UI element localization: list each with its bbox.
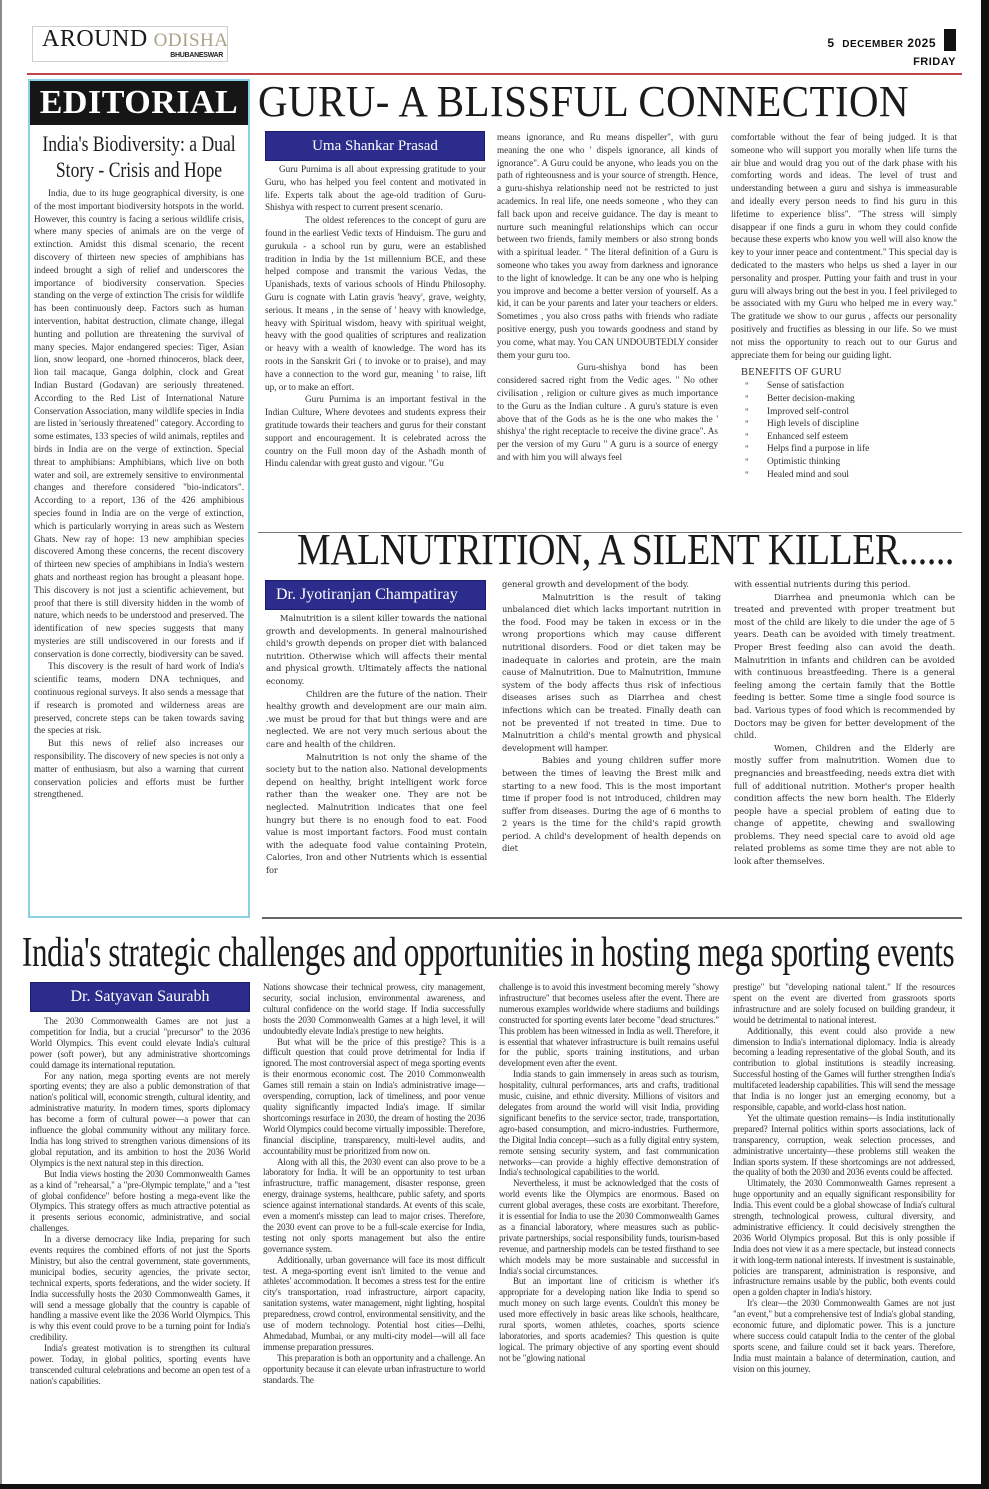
paragraph: But what will be the price of this prestige? This is a difficult question that could prove detrimental for India if ignored. The most controversial aspect of mega sporting events is their enormous economic cost. The 2010 Commonwealth Games still remain a stain on India's administrative image—overspending, corruption, lack of timeliness, and poor venue quality significantly impacted India's image. If similar shortcomings resurface in 2030, the dream of hosting the 2036 World Olympics could become virtually impossible. Therefore, financial discipline, transparency, multi-level audits, and accountability must be prioritized from now on. [263, 1036, 485, 1156]
paragraph: Guru Purnima is all about expressing gratitude to your Guru, who has helped you feel content and motivated in life. Experts talk about the age-old tradition of Guru-Shishya with respect to current present scenario. [265, 164, 486, 213]
guru-column-3 [731, 131, 957, 481]
editorial-body [34, 187, 244, 801]
paragraph: Malnutrition is the result of taking unbalanced diet which lacks important nutrition in the food. Food may be taken in excess or in the wrong proportions which may cause different nutritional disorders. Food or diet taken may be inadequate in calories and protein, are the main cause of Malnutrition. Due to Malnutrition, Immune system of the body affects thus risk of infectious diseases arises such as Diarrhea and chest infections which can be treated. Finally death can not be prevented if not treated in time. Due to Malnutrition a child's mental growth and physical development will hamper. [502, 591, 721, 753]
editorial-box [28, 79, 250, 918]
paragraph: But India views hosting the 2030 Commonwealth Games as a kind of "rehearsal," a "pre-Olympic template," and a "test of global confidence" before hosting a mega-event like the Olympics. This strategy offers as much attractive potential as it presents serious economic, administrative, and social challenges. [30, 1168, 250, 1234]
paragraph: with essential nutrients during this period. [734, 579, 911, 589]
paragraph: It's clear—the 2030 Commonwealth Games are not just "an event," but a comprehensive test of India's global standing, economic future, and diplomatic power. This is a juncture where success could catapult India to the center of the global sports scene, and failure could set it back years. Therefore, India must maintain a balance of determination, caution, and vision on this journey. [733, 1298, 955, 1374]
malnutrition-author-byline: Dr. Jyotiranjan Champatiray [265, 580, 486, 610]
paragraph: Babies and young children suffer more between the times of leaving the Brest milk and starting to a new food. This is the most important time if proper food is not introduced, children may suffer from diseases. During the age of 6 months to 2 years is the time for the child's rapid growth period. A child's development of health depends on diet [502, 755, 721, 854]
date-year: 2025 [907, 36, 936, 50]
section-divider [262, 917, 962, 919]
paragraph: Women, Children and the Elderly are mostly suffer from malnutrition. Women due to pregnancies and breastfeeding, needs extra diet with full of additional nutrition. Mother's proper health condition affects the new born health. The Elderly people have a special problem of eating due to change of appetite, chewing and swallowing problems. They need special care to avoid old age related problems as some time they are not able to look after themselves. [734, 742, 955, 867]
paragraph: Malnutrition is not only the shame of the society but to the nation also. National developments depend on healthy, bright intelligent work force rather than the weaker one. They are not be neglected. Malnutrition indicates that one feel hungry but there is no enough food to eat. Food value is most important factors. Food must contain with the adequate food value containing Protein, Calories, Iron and other Nutrients which is essential for [266, 751, 487, 875]
benefit-item: " Healed mind and soul [745, 469, 850, 480]
brand-second: ODISHA [153, 30, 229, 51]
bullet-icon: " [745, 406, 749, 417]
brand-name [42, 27, 228, 51]
paragraph: Nations showcase their technical prowess, city management, security, social inclusion, environmental awareness, and cultural confidence on the world stage. If India successfully hosts the 2030 Commonwealth Games at a high level, it will undoubtedly elevate India's prestige to new heights. [263, 982, 485, 1036]
bullet-icon: " [745, 444, 749, 455]
benefit-item: " Optimistic thinking [745, 456, 841, 467]
paragraph: The 2030 Commonwealth Games are not just a competition for India, but a crucial "precursor" to the 2036 World Olympics. This event could elevate India's cultural power (soft power), but any administrative shortcomings could damage its international reputation. [30, 1016, 250, 1070]
bullet-icon: " [745, 393, 749, 404]
issue-weekday: FRIDAY [913, 56, 956, 68]
editorial-title-line-1: India's Biodiversity: a Dual [42, 131, 236, 156]
paragraph: Nevertheless, it must be acknowledged that the costs of world events like the Olympics are enormous. Based on current global averages, these costs are exorbitant. Therefore, it is essential for India to use the 2030 Commonwealth Games as a financial laboratory, where measures such as public-private partnerships, social responsibility funds, tourism-based revenue, and partnership models can be tested firsthand to see which models may be more sustainable and successful in India's social circumstances. [499, 1178, 719, 1276]
bullet-icon: " [745, 456, 749, 467]
paragraph: prestige" but "developing national talent." If the resources spent on the event are diverted from grassroots sports infrastructure and are solely focused on building grandeur, it would be detrimental to national interest. [733, 982, 955, 1025]
editorial-title [42, 131, 236, 183]
brand-city: BHUBANESWAR [170, 52, 223, 59]
benefit-item: " High levels of discipline [745, 419, 859, 430]
malnutrition-headline: MALNUTRITION, A SILENT KILLER...... [297, 525, 954, 574]
paragraph: means ignorance, and Ru means dispeller", with guru meaning the one who ' dispels ignorance, all kinds of ignorance". A Guru could be anyone, who leads you on the path of righteousness and is your source of strength. Hence, a guru-shishya relationship need not be restricted to just academics. In real life, one needs someone , who they can fall back upon and receive guidance. The day is meant to nurture such meaningful relationships which can occur between two friends, family members or also strong bonds with a spiritual leader. " The literal definition of a Guru is someone who takes you away from darkness and ignorance to the light of knowledge. It can be any one who is helping you improve and become a better version of yourself. As a kid, it can be your parents and later your teachers or elders. Sometimes , you also cross paths with friends who radiate positive energy, push you towards goodness and stand by you come, what may. You CAN UNDOUBTEDLY consider them your guru too. [497, 132, 718, 360]
benefit-item: " Improved self-control [745, 406, 850, 417]
benefits-list [731, 380, 957, 481]
bullet-icon: " [745, 419, 749, 430]
masthead-rule [27, 73, 962, 75]
paragraph: This discovery is the result of hard work of India's scientific teams, modern DNA techniques, and continuous regional surveys. It also sends a message that if research is promoted and wilderness areas are preserved, concrete steps can be taken towards saving the species at risk. [34, 661, 244, 736]
guru-headline: GURU- A BLISSFUL CONNECTION [258, 77, 910, 126]
benefit-item: " Helps find a purpose in life [745, 444, 870, 455]
paragraph: But this news of relief also increases our responsibility. The discovery of new species is not only a matter of enthusiasm, but also a warning that current conservation policies and efforts must be further strengthened. [34, 738, 244, 800]
benefit-item: " Better decision-making [745, 393, 855, 404]
page-left-edge [0, 0, 2, 1489]
guru-author-byline: Uma Shankar Prasad [265, 131, 485, 161]
malnutrition-column-1 [266, 612, 487, 876]
brand-first: AROUND [42, 26, 148, 52]
bullet-icon: " [745, 431, 749, 442]
malnutrition-column-2 [502, 578, 721, 855]
guru-column-1 [265, 163, 486, 470]
page-bottom-edge-bar [0, 1484, 989, 1489]
malnutrition-column-3 [734, 578, 955, 868]
issue-date [780, 36, 936, 51]
paragraph: The oldest references to the concept of guru are found in the earliest Vedic texts of Hinduism. The guru and gurukula - a school run by guru, were an established tradition in India by the 1st millennium BCE, and these helped compose and transmit the various Vedas, the Upanishads, texts of various schools of Hindu Philosophy. Guru is cognate with Latin gravis 'heavy', grave, weighty, serious. It means , in the sense of ' heavy with knowledge, heavy with Spiritual wisdom, heavy with spiritual weight, heavy with the good qualities of scriptures and realization or heavy with a wealth of knowledge. The word has its roots in the Sanskrit Gri ( to invoke or to praise), and may have a connection to the word gur, meaning ' to raise, lift up, or to make an effort. [265, 215, 486, 392]
masthead-logo [32, 26, 228, 62]
paragraph: Guru-shishya bond has been considered sacred right from the Vedic ages. " No other civilisation , religion or culture gives as much importance to the Guru as the Indian culture . A guru's stature is even above that of the Gods as he is the one who makes the ' shishya' the right receptacle to receive the divine grace". As per the version of my Guru " A guru is a source of energy and with him you will always feel [497, 362, 718, 462]
paragraph: India, due to its huge geographical diversity, is one of the most important biodiversity hotspots in the world. However, this country is facing a serious wildlife crisis, where many species of animals are on the verge of extinction. Amidst this dismal scenario, the recent discovery of thirteen new species of amphibians has indeed brought a sigh of relief and underscores the importance of biodiversity conservation. Species standing on the verge of extinction The crisis for wildlife has been continuously deep. Factors such as human intervention, habitat destruction, climate change, illegal hunting and pollution are threatening the survival of many species. Major endangered species: Tiger, Asian lion, snow leopard, one -horned rhinoceros, black deer, lion tail macaque, Ganga dolphin, clock and Great Indian Bustard (Godavan) are seriously threatened. According to the Red List of International Nature Conservation Association, many wildlife species in India are listed in 'seriously threatened" category. According to some estimates, 133 species of wild animals, reptiles and birds in India are on the verge of extinction. Special threat to amphibians: Amphibians, which live on both water and soil, are extremely sensitive to environmental changes and therefore considered "bio-indicators". According to a report, 136 of the 426 amphibious species found in India are on the verge of extinction, which is particularly worrying in areas such as Western Ghats. New ray of hope: 13 new amphibian species discovered Among these concerns, the recent discovery of thirteen new species of amphibians in India's western ghats and northeast region has brought a pleasant hope. This discovery is not just a scientific achievement, but proof that there is still diversity hidden in the womb of nature, which needs to be understood and preserved. The identification of new species suggests that many mysteries are still undiscovered in our forests and if conservation is done correctly, biodiversity can be saved. [34, 188, 244, 659]
editorial-label: EDITORIAL [30, 81, 248, 125]
page-right-edge-bar [981, 0, 989, 1489]
paragraph: Children are the future of the nation. Their healthy growth and development are our main aim. .we must be proud for that but things were and are neglected. We are not very much serious about the care and health of the children. [266, 688, 487, 749]
paragraph: Guru Purnima is an important festival in the Indian Culture, Where devotees and students express their gratitude towards their teachers and gurus for their constant support and encouragement. It is celebrated across the country on the Full moon day of the Ashadh month of Hindu calendar with great gusto and vigour. "Gu [265, 394, 486, 469]
paragraph: general growth and development of the body. [502, 579, 689, 589]
bullet-icon: " [745, 469, 749, 480]
sports-column-3 [499, 982, 719, 1364]
sports-author-byline: Dr. Satyavan Saurabh [30, 982, 250, 1012]
guru-column-2 [497, 131, 718, 464]
paragraph: For any nation, mega sporting events are not merely sporting events; they are also a public demonstration of that nation's political will, economic strength, cultural identity, and administrative maturity. In modern times, sports diplomacy has become a form of cultural power—a power that can influence the global community without any military force. India has long strived to strengthen various dimensions of its global reputation, and its ambition to host the 2036 World Olympics is the next natural step in this direction. [30, 1070, 250, 1168]
paragraph: In a diverse democracy like India, preparing for such events requires the combined efforts of not just the Sports Ministry, but also the central government, state governments, municipal bodies, security agencies, the private sector, technical experts, sports federations, and the wider society. If India successfully hosts the 2030 Commonwealth Games, it will send a message globally that the country is capable of handling a massive event like the 2036 World Olympics. This is why this event could prove to be a turning point for India's credibility. [30, 1234, 250, 1343]
paragraph: This preparation is both an opportunity and a challenge. An opportunity because it can elevate urban infrastructure to world standards. The [263, 1352, 485, 1385]
editorial-title-line-2: Story - Crisis and Hope [55, 157, 223, 182]
date-month: DECEMBER [842, 39, 904, 50]
paragraph: India stands to gain immensely in areas such as tourism, hospitality, cultural performances, arts and crafts, traditional music, cuisine, and ethnic diversity. Millions of visitors and delegates from around the world will visit India, providing significant benefits to the service sector, trade, transportation, agro-based consumption, and micro-industries. Furthermore, the Digital India concept—such as a fully digital entry system, remote sensing security system, and fast communication networks—can provide a highly effective demonstration of India's technological capabilities to the world. [499, 1069, 719, 1178]
sports-column-4 [733, 982, 955, 1375]
bullet-icon: " [745, 381, 749, 392]
paragraph: Yet the ultimate question remains—is India institutionally prepared? Internal politics within sports associations, lack of transparency, corruption, weak selection processes, and administrative uncertainty—these problems still weaken the Indian sports system. If these shortcomings are not addressed, the quality of both the 2030 and 2036 events could be affected. [733, 1112, 955, 1178]
date-block-marker [944, 29, 956, 51]
sports-column-2 [263, 982, 485, 1386]
benefit-item: " Sense of satisfaction [745, 381, 845, 392]
benefit-item: " Enhanced self esteem [745, 431, 849, 442]
paragraph: Additionally, this event could also provide a new dimension to India's international diplomacy. India is already becoming a leading representative of the global South, and its contribution to global institutions is steadily increasing. Successful hosting of the Games will further strengthen India's multifaceted leadership capabilities. This will send the message that India is no longer just an emerging economy, but a responsible, capable, and world-class host nation. [733, 1025, 955, 1112]
paragraph: Diarrhea and pneumonia which can be treated and prevented with proper treatment but most of the child are likely to die under the age of 5 years. Death can be avoided with timely treatment. Proper Brest feeding also can avoid the death. Malnutrition in infants and children can be avoided with continuous breastfeeding. There is a general feeling among the certain family that the Bottle feeding is better. Some time a single food source is bad. Various types of food which is recommended by Doctors may be given for better development of the child. [734, 591, 955, 741]
paragraph: challenge is to avoid this investment becoming merely "showy infrastructure" that becomes useless after the event. There are numerous examples worldwide where stadiums and buildings constructed for sporting events later become "dead structures." This problem has been witnessed in India as well. Therefore, it is essential that whatever infrastructure is built remains useful for the public, sports training institutions, and urban development even after the event. [499, 982, 719, 1069]
paragraph: Ultimately, the 2030 Commonwealth Games represent a huge opportunity and an equally significant responsibility for India. This event could be a global showcase of India's cultural strength, technological prowess, cultural diversity, and administrative efficiency. It could decisively strengthen the 2036 World Olympics proposal. But this is only possible if India does not view it as a mere spectacle, but instead connects it with long-term national interests. If investment is sustainable, policies are transparent, administration is responsive, and infrastructure remains usable by the public, both events could open a golden chapter in India's history. [733, 1178, 955, 1298]
paragraph: comfortable without the fear of being judged. It is that someone who will support you morally when life turns the air blue and would drag you out of the dark phase with his comforting words and ideas. The level of trust and understanding between a guru and sishya is immeasurable and ideally every person needs to find his guru in this lifetime to experience bliss". "The stress will simply disappear if one finds a guru in whom they could confide because these experts who know you well will also know the key to your inner peace and contentment." This special day is dedicated to the masters who helps us shed a layer in our personality and prosper. Putting your faith and trust in your guru will always bring out the best in you. I feel privileged to be associated with my Guru who helped me in every way." The gratitude we show to our gurus , affects our personality positively and fructifies as blessing in our life. So we must not miss the opportunity to reach out to our Gurus and appreciate them for being our guiding light. [731, 132, 957, 360]
paragraph: Malnutrition is a silent killer towards the national growth and developments. In general malnourished child's growth depends on proper diet with balanced nutrition. Otherwise which will affects their mental and physical growth. Ultimately affects the national economy. [266, 613, 487, 686]
paragraph: India's greatest motivation is to strengthen its cultural power. Today, in global politics, sporting events have transcended cultural celebrations and become an open test of a nation's capabilities. [30, 1343, 250, 1386]
paragraph: But an important line of criticism is whether it's appropriate for a developing nation like India to spend so much money on such large events. Couldn't this money be used more effectively in basic areas like schools, healthcare, rural sports, women athletes, coaches, sports science laboratories, and sports academies? This question is quite logical. The primary objective of any sporting event should not be "glowing national [499, 1276, 719, 1363]
date-day: 5 [827, 36, 835, 50]
paragraph: Additionally, urban governance will face its most difficult test. A mega-sporting event isn't limited to the venue and athletes' accommodation. It becomes a stress test for the entire city's transportation, road infrastructure, airport capacity, sanitation systems, water management, night lighting, hospital preparedness, crowd control, environmental sensitivity, and the use of modern technology. Potential host cities—Delhi, Ahmedabad, Mumbai, or any multi-city model—will all face immense preparation pressures. [263, 1254, 485, 1352]
benefits-heading: BENEFITS OF GURU [741, 367, 842, 379]
sports-column-1 [30, 1016, 250, 1387]
paragraph: Along with all this, the 2030 event can also prove to be a laboratory for India. It will be an opportunity to test urban infrastructure, traffic management, disaster response, green energy, drainage systems, healthcare, public safety, and sports science against international standards. At events of this scale, even a moment's misstep can lead to major crises. Therefore, the 2030 event can prove to be a full-scale exercise for India, testing not only sports management but also the entire governance system. [263, 1156, 485, 1254]
sports-headline: India's strategic challenges and opportunities in hosting mega sporting events [22, 930, 955, 976]
